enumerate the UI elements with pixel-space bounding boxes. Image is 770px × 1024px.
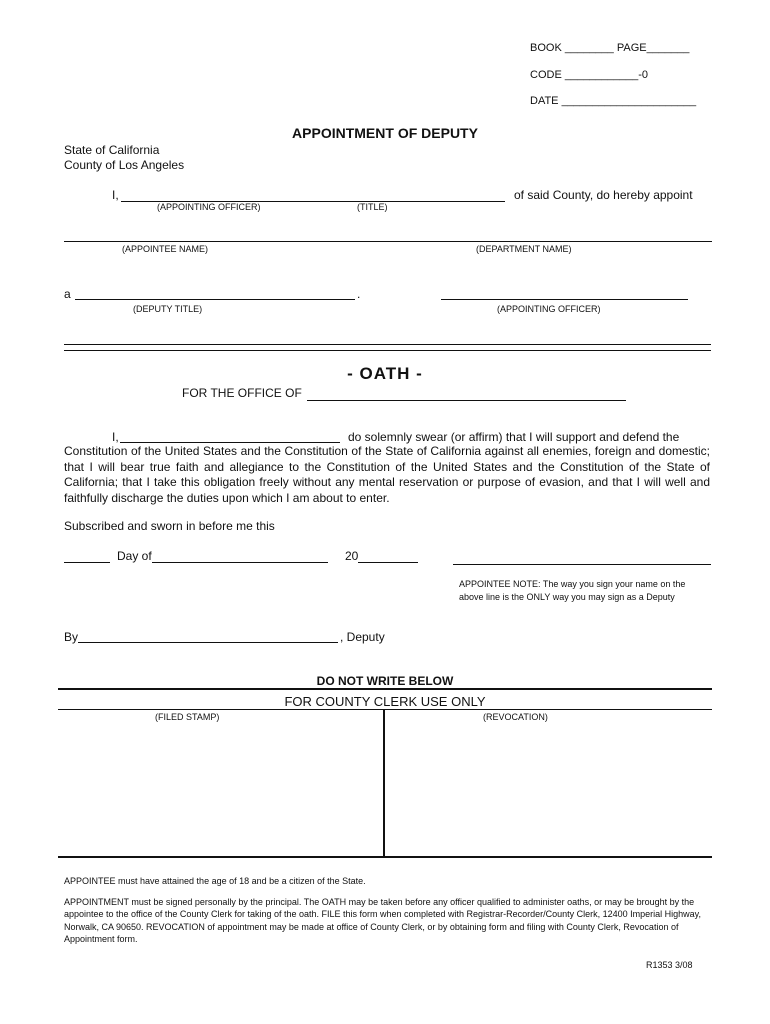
deputy-title-line[interactable] xyxy=(75,299,355,300)
appointee-signature-line[interactable] xyxy=(453,564,711,565)
do-not-write-label: DO NOT WRITE BELOW xyxy=(316,674,454,688)
department-name-label: (DEPARTMENT NAME) xyxy=(476,244,572,254)
deputy-suffix: , Deputy xyxy=(340,630,385,644)
subscribed-label: Subscribed and sworn in before me this xyxy=(64,519,275,533)
oath-i-prefix: I, xyxy=(112,430,119,444)
book-page-field: BOOK ________ PAGE_______ xyxy=(530,42,690,54)
oath-heading: - OATH - xyxy=(347,364,423,383)
a-prefix: a xyxy=(64,287,71,301)
date-field: DATE ______________________ xyxy=(530,95,697,107)
filed-stamp-label: (FILED STAMP) xyxy=(155,712,220,722)
revocation-label: (REVOCATION) xyxy=(483,712,548,722)
divider-rule xyxy=(64,350,711,351)
code-field: CODE ____________-0 xyxy=(530,69,649,81)
by-label: By xyxy=(64,630,79,644)
appointing-officer-signature-line[interactable] xyxy=(441,299,688,300)
county-label: County of Los Angeles xyxy=(64,158,185,172)
appointee-note: APPOINTEE NOTE: The way you sign your name on the above line is the ONLY way you may sign as a Deputy xyxy=(459,579,686,602)
appointment-suffix: of said County, do hereby appoint xyxy=(514,188,693,202)
divider-rule xyxy=(64,344,711,345)
instructions-note: APPOINTMENT must be signed personally by the principal. The OATH may be taken before any officer qualified to administer oaths, or may be brought by the appointee to the office of the County Clerk for taking of the oath. FILE this form when completed with Registrar-Recorder/County Clerk, 12400 Imperial Highway, Norwalk, CA 90650. REVOCATION of appointment may be made at office of County Clerk, or by obtaining form and filing with County Clerk, Revocation of Appointment form. xyxy=(64,897,701,944)
page-title: APPOINTMENT OF DEPUTY xyxy=(292,125,478,141)
by-line[interactable] xyxy=(78,642,338,643)
title-label: (TITLE) xyxy=(357,202,388,212)
clerk-top-rule xyxy=(58,688,712,690)
appointment-i-prefix: I, xyxy=(112,188,119,202)
clerk-bottom-rule xyxy=(58,856,712,858)
month-line[interactable] xyxy=(152,562,328,563)
clerk-divider xyxy=(383,710,385,856)
state-label: State of California xyxy=(64,143,160,157)
appointing-officer-label: (APPOINTING OFFICER) xyxy=(157,202,261,212)
day-line[interactable] xyxy=(64,562,110,563)
for-office-label: FOR THE OFFICE OF xyxy=(182,386,302,400)
oath-body: Constitution of the United States and the Constitution of the State of California against all enemies, foreign and domestic; that I will bear true faith and allegiance to the Constitution of the United States and the Constitution of the State of California; that I take this obligation freely without any mental reservation or purpose of evasion, and that I will well and faithfully discharge the duties upon which I am about to enter. xyxy=(64,444,710,505)
clerk-header-rule xyxy=(58,709,712,710)
for-clerk-label: FOR COUNTY CLERK USE ONLY xyxy=(284,694,486,709)
year-line[interactable] xyxy=(358,562,418,563)
appointee-name-label: (APPOINTEE NAME) xyxy=(122,244,209,254)
appointee-department-line[interactable] xyxy=(64,241,712,242)
oath-name-line[interactable] xyxy=(120,442,340,443)
deputy-title-label: (DEPUTY TITLE) xyxy=(133,304,203,314)
oath-swear-start: do solemnly swear (or affirm) that I will support and defend the xyxy=(348,430,680,444)
appointing-officer-label-2: (APPOINTING OFFICER) xyxy=(497,304,601,314)
form-number: R1353 3/08 xyxy=(646,960,693,970)
day-of-label: Day of xyxy=(117,549,152,563)
office-line[interactable] xyxy=(307,400,626,401)
period: . xyxy=(357,287,361,301)
revocation-area[interactable] xyxy=(386,711,711,855)
year-prefix: 20 xyxy=(345,549,359,563)
filed-stamp-area[interactable] xyxy=(59,711,382,855)
age-note: APPOINTEE must have attained the age of 18 and be a citizen of the State. xyxy=(64,876,366,886)
